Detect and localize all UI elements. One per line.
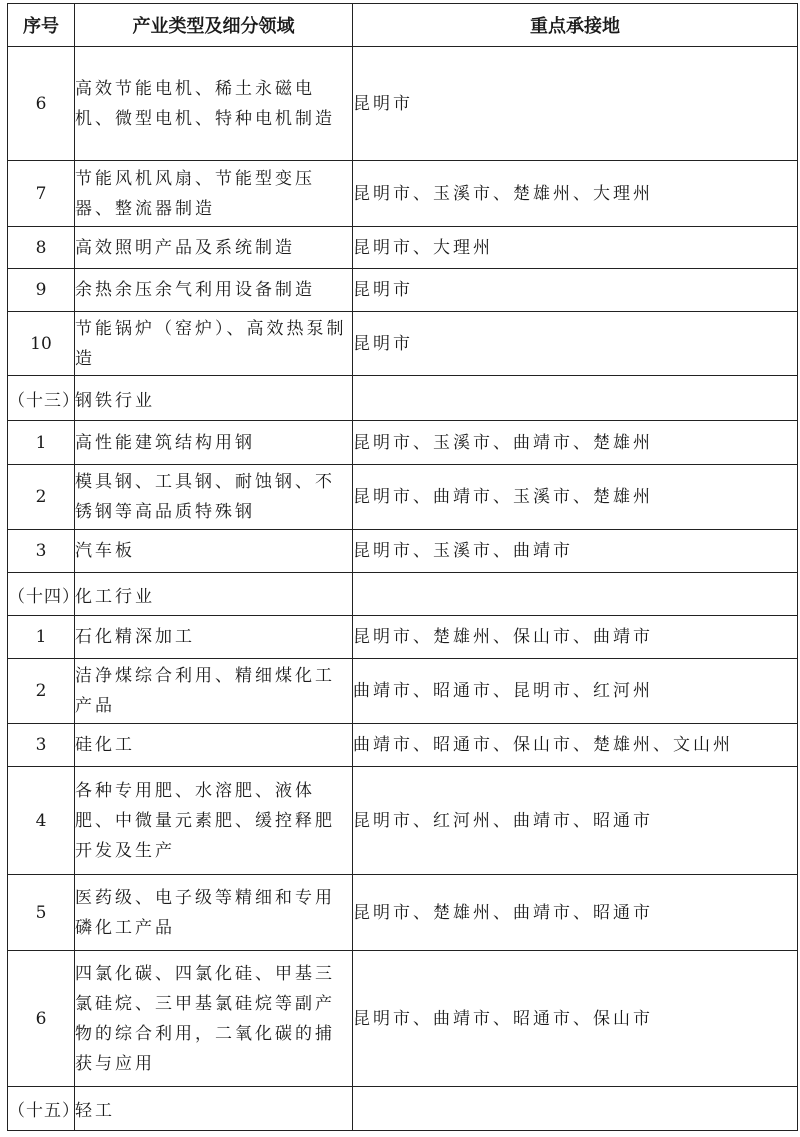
- table-row: [8, 465, 798, 530]
- table-row: [8, 616, 798, 659]
- industry-table: [7, 3, 798, 1131]
- row-number: 6: [8, 47, 75, 161]
- row-number: 1: [8, 421, 75, 465]
- section-title: 钢铁行业: [75, 376, 353, 421]
- table-row: [8, 312, 798, 376]
- section-row: [8, 376, 798, 421]
- section-row: [8, 573, 798, 616]
- row-location: 昆明市、玉溪市、曲靖市: [353, 530, 798, 573]
- row-location: 昆明市、楚雄州、曲靖市、昭通市: [353, 875, 798, 951]
- table-row: [8, 530, 798, 573]
- row-location: 昆明市、曲靖市、玉溪市、楚雄州: [353, 465, 798, 530]
- section-empty-cell: [353, 1087, 798, 1131]
- table-row: [8, 659, 798, 724]
- row-location: 曲靖市、昭通市、昆明市、红河州: [353, 659, 798, 724]
- section-number: （十四）: [8, 573, 75, 616]
- row-number: 8: [8, 227, 75, 269]
- section-empty-cell: [353, 376, 798, 421]
- row-number: 3: [8, 724, 75, 767]
- section-title: 轻工: [75, 1087, 353, 1131]
- row-number: 6: [8, 951, 75, 1087]
- row-number: 2: [8, 465, 75, 530]
- row-location: 昆明市、玉溪市、曲靖市、楚雄州: [353, 421, 798, 465]
- section-row: [8, 1087, 798, 1131]
- row-category: 节能风机风扇、节能型变压器、整流器制造: [75, 161, 353, 227]
- table-row: [8, 161, 798, 227]
- row-number: 10: [8, 312, 75, 376]
- row-number: 1: [8, 616, 75, 659]
- row-location: 昆明市: [353, 312, 798, 376]
- header-location: 重点承接地: [353, 4, 798, 47]
- row-category: 模具钢、工具钢、耐蚀钢、不锈钢等高品质特殊钢: [75, 465, 353, 530]
- header-serial-number: 序号: [8, 4, 75, 47]
- section-number: （十三）: [8, 376, 75, 421]
- table-row: [8, 724, 798, 767]
- row-location: 昆明市、楚雄州、保山市、曲靖市: [353, 616, 798, 659]
- table-row: [8, 47, 798, 161]
- row-location: 昆明市、玉溪市、楚雄州、大理州: [353, 161, 798, 227]
- row-number: 7: [8, 161, 75, 227]
- row-category: 医药级、电子级等精细和专用磷化工产品: [75, 875, 353, 951]
- row-location: 昆明市、曲靖市、昭通市、保山市: [353, 951, 798, 1087]
- table-row: [8, 269, 798, 312]
- row-location: 昆明市、红河州、曲靖市、昭通市: [353, 767, 798, 875]
- table-row: [8, 227, 798, 269]
- table-row: [8, 951, 798, 1087]
- row-category: 四氯化碳、四氯化硅、甲基三氯硅烷、三甲基氯硅烷等副产物的综合利用，二氧化碳的捕获与应用: [75, 951, 353, 1087]
- row-number: 4: [8, 767, 75, 875]
- row-category: 洁净煤综合利用、精细煤化工产品: [75, 659, 353, 724]
- row-location: 昆明市: [353, 269, 798, 312]
- row-category: 高效节能电机、稀土永磁电机、微型电机、特种电机制造: [75, 47, 353, 161]
- table-row: [8, 875, 798, 951]
- row-location: 曲靖市、昭通市、保山市、楚雄州、文山州: [353, 724, 798, 767]
- row-category: 石化精深加工: [75, 616, 353, 659]
- section-empty-cell: [353, 573, 798, 616]
- row-location: 昆明市、大理州: [353, 227, 798, 269]
- table-row: [8, 421, 798, 465]
- row-location: 昆明市: [353, 47, 798, 161]
- row-category: 余热余压余气利用设备制造: [75, 269, 353, 312]
- section-number: （十五）: [8, 1087, 75, 1131]
- row-category: 高效照明产品及系统制造: [75, 227, 353, 269]
- row-category: 高性能建筑结构用钢: [75, 421, 353, 465]
- table-header-row: [8, 4, 798, 47]
- table-row: [8, 767, 798, 875]
- header-category: 产业类型及细分领域: [75, 4, 353, 47]
- row-number: 9: [8, 269, 75, 312]
- row-category: 汽车板: [75, 530, 353, 573]
- row-number: 2: [8, 659, 75, 724]
- row-category: 节能锅炉（窑炉）、高效热泵制造: [75, 312, 353, 376]
- row-category: 各种专用肥、水溶肥、液体肥、中微量元素肥、缓控释肥开发及生产: [75, 767, 353, 875]
- row-number: 5: [8, 875, 75, 951]
- section-title: 化工行业: [75, 573, 353, 616]
- row-number: 3: [8, 530, 75, 573]
- row-category: 硅化工: [75, 724, 353, 767]
